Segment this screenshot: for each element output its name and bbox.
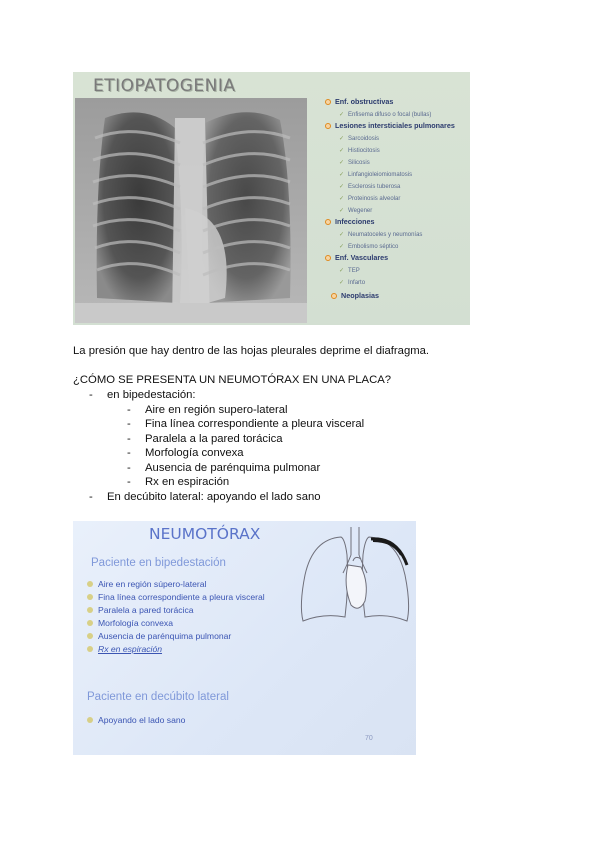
chest-xray-image	[75, 98, 307, 323]
check-icon: ✓	[339, 148, 345, 154]
slide-list-item	[87, 644, 162, 654]
slide-etiopatogenia	[73, 72, 470, 325]
slide-list-item-label: Paralela a pared torácica	[98, 605, 194, 615]
circle-bullet-icon	[325, 123, 331, 129]
slide-list-item-label: Aire en región súpero-lateral	[98, 579, 207, 589]
slide-list-item	[87, 579, 206, 589]
circle-bullet-icon	[87, 607, 93, 613]
sub-item-label: Silicosis	[348, 159, 370, 166]
sub-item-label: Proteinosis alveolar	[348, 195, 401, 202]
circle-bullet-icon	[87, 620, 93, 626]
category-item	[325, 253, 470, 262]
sub-item-label: Enfisema difuso o focal (bullas)	[348, 111, 432, 118]
sub-item	[325, 147, 470, 154]
list-item-bipedestacion	[89, 389, 196, 401]
sub-item-label: Esclerosis tuberosa	[348, 183, 401, 190]
check-icon: ✓	[339, 160, 345, 166]
heading-decubito: Paciente en decúbito lateral	[87, 691, 229, 703]
sub-item-label: Wegener	[348, 207, 373, 214]
sub-list-item	[127, 447, 244, 459]
check-icon: ✓	[339, 136, 345, 142]
check-icon: ✓	[339, 244, 345, 250]
sub-item	[325, 183, 470, 190]
slide-list-item	[87, 618, 173, 628]
sub-list-item-label: Aire en región supero-lateral	[145, 404, 288, 416]
category-item	[325, 291, 470, 300]
dash-marker: -	[127, 404, 131, 416]
sub-item	[325, 171, 470, 178]
slide-list-item-label: Fina línea correspondiente a pleura visceral	[98, 592, 265, 602]
list-item-decubito	[89, 491, 321, 503]
sub-list-item	[127, 433, 283, 445]
circle-bullet-icon	[325, 255, 331, 261]
dash-marker: -	[127, 433, 131, 445]
slide-page-number: 70	[365, 735, 373, 742]
list-item-label: en bipedestación:	[107, 389, 196, 401]
slide-list-item-label: Morfología convexa	[98, 618, 173, 628]
heading-bipedestacion: Paciente en bipedestación	[91, 557, 226, 569]
dash-marker: -	[89, 389, 93, 401]
sub-item	[325, 243, 470, 250]
sub-list-item	[127, 404, 288, 416]
category-label: Infecciones	[335, 217, 375, 226]
check-icon: ✓	[339, 184, 345, 190]
sub-item	[325, 135, 470, 142]
slide-list-item-label: Ausencia de parénquima pulmonar	[98, 631, 232, 641]
sub-item	[325, 111, 470, 118]
sub-item	[325, 195, 470, 202]
category-label: Enf. Vasculares	[335, 253, 389, 262]
circle-bullet-icon	[87, 633, 93, 639]
slide-title: ETIOPATOGENIA	[93, 76, 236, 96]
sub-list-item-label: Morfología convexa	[145, 447, 244, 459]
dash-marker: -	[89, 491, 93, 503]
check-icon: ✓	[339, 232, 345, 238]
dash-marker: -	[127, 447, 131, 459]
sub-item-label: Linfangioleiomiomatosis	[348, 171, 413, 178]
check-icon: ✓	[339, 208, 345, 214]
dash-marker: -	[127, 476, 131, 488]
sub-list-item	[127, 462, 320, 474]
slide-title: NEUMOTÓRAX	[149, 525, 261, 543]
circle-bullet-icon	[87, 717, 93, 723]
sub-item-label: Neumatoceles y neumonías	[348, 231, 423, 238]
paragraph-presion: La presión que hay dentro de las hojas pleurales deprime el diafragma.	[73, 345, 430, 357]
check-icon: ✓	[339, 112, 345, 118]
category-label: Lesiones intersticiales pulmonares	[335, 121, 455, 130]
sub-item	[325, 267, 470, 274]
circle-bullet-icon	[87, 594, 93, 600]
sub-item-label: TEP	[348, 267, 360, 274]
dash-marker: -	[127, 462, 131, 474]
category-item	[325, 97, 470, 106]
category-item	[325, 217, 470, 226]
sub-list-item-label: Ausencia de parénquima pulmonar	[145, 462, 321, 474]
sub-item	[325, 207, 470, 214]
sub-item-label: Infarto	[348, 279, 366, 286]
sub-list-item-label: Paralela a la pared torácica	[145, 433, 283, 445]
etiopatogenia-list	[325, 94, 470, 300]
slide-list-item	[87, 605, 194, 615]
sub-list-item	[127, 418, 364, 430]
sub-list-item-label: Fina línea correspondiente a pleura visceral	[145, 418, 365, 430]
sub-item-label: Histiocitosis	[348, 147, 380, 154]
category-label: Neoplasias	[341, 291, 379, 300]
circle-bullet-icon	[87, 581, 93, 587]
check-icon: ✓	[339, 268, 345, 274]
circle-bullet-icon	[325, 99, 331, 105]
list-item-label: En decúbito lateral: apoyando el lado sano	[107, 491, 321, 503]
circle-bullet-icon	[325, 219, 331, 225]
sub-item	[325, 279, 470, 286]
slide-list-item	[87, 631, 231, 641]
sub-item	[325, 231, 470, 238]
circle-bullet-icon	[87, 646, 93, 652]
category-label: Enf. obstructivas	[335, 97, 394, 106]
lungs-diagram-icon	[293, 525, 416, 629]
circle-bullet-icon	[331, 293, 337, 299]
check-icon: ✓	[339, 280, 345, 286]
slide-list-item-label: Rx en espiración	[98, 644, 163, 654]
category-item	[325, 121, 470, 130]
slide-list-item	[87, 592, 265, 602]
question-heading: ¿CÓMO SE PRESENTA UN NEUMOTÓRAX EN UNA PLACA?	[73, 374, 392, 386]
sub-item-label: Sarcoidosis	[348, 135, 380, 142]
check-icon: ✓	[339, 172, 345, 178]
slide-neumotorax	[73, 521, 416, 755]
sub-list-item	[127, 476, 229, 488]
slide-list-item-label: Apoyando el lado sano	[98, 715, 186, 725]
dash-marker: -	[127, 418, 131, 430]
slide-list-item	[87, 715, 185, 725]
sub-list-item-label: Rx en espiración	[145, 476, 230, 488]
sub-item	[325, 159, 470, 166]
check-icon: ✓	[339, 196, 345, 202]
sub-item-label: Embolismo séptico	[348, 243, 399, 250]
